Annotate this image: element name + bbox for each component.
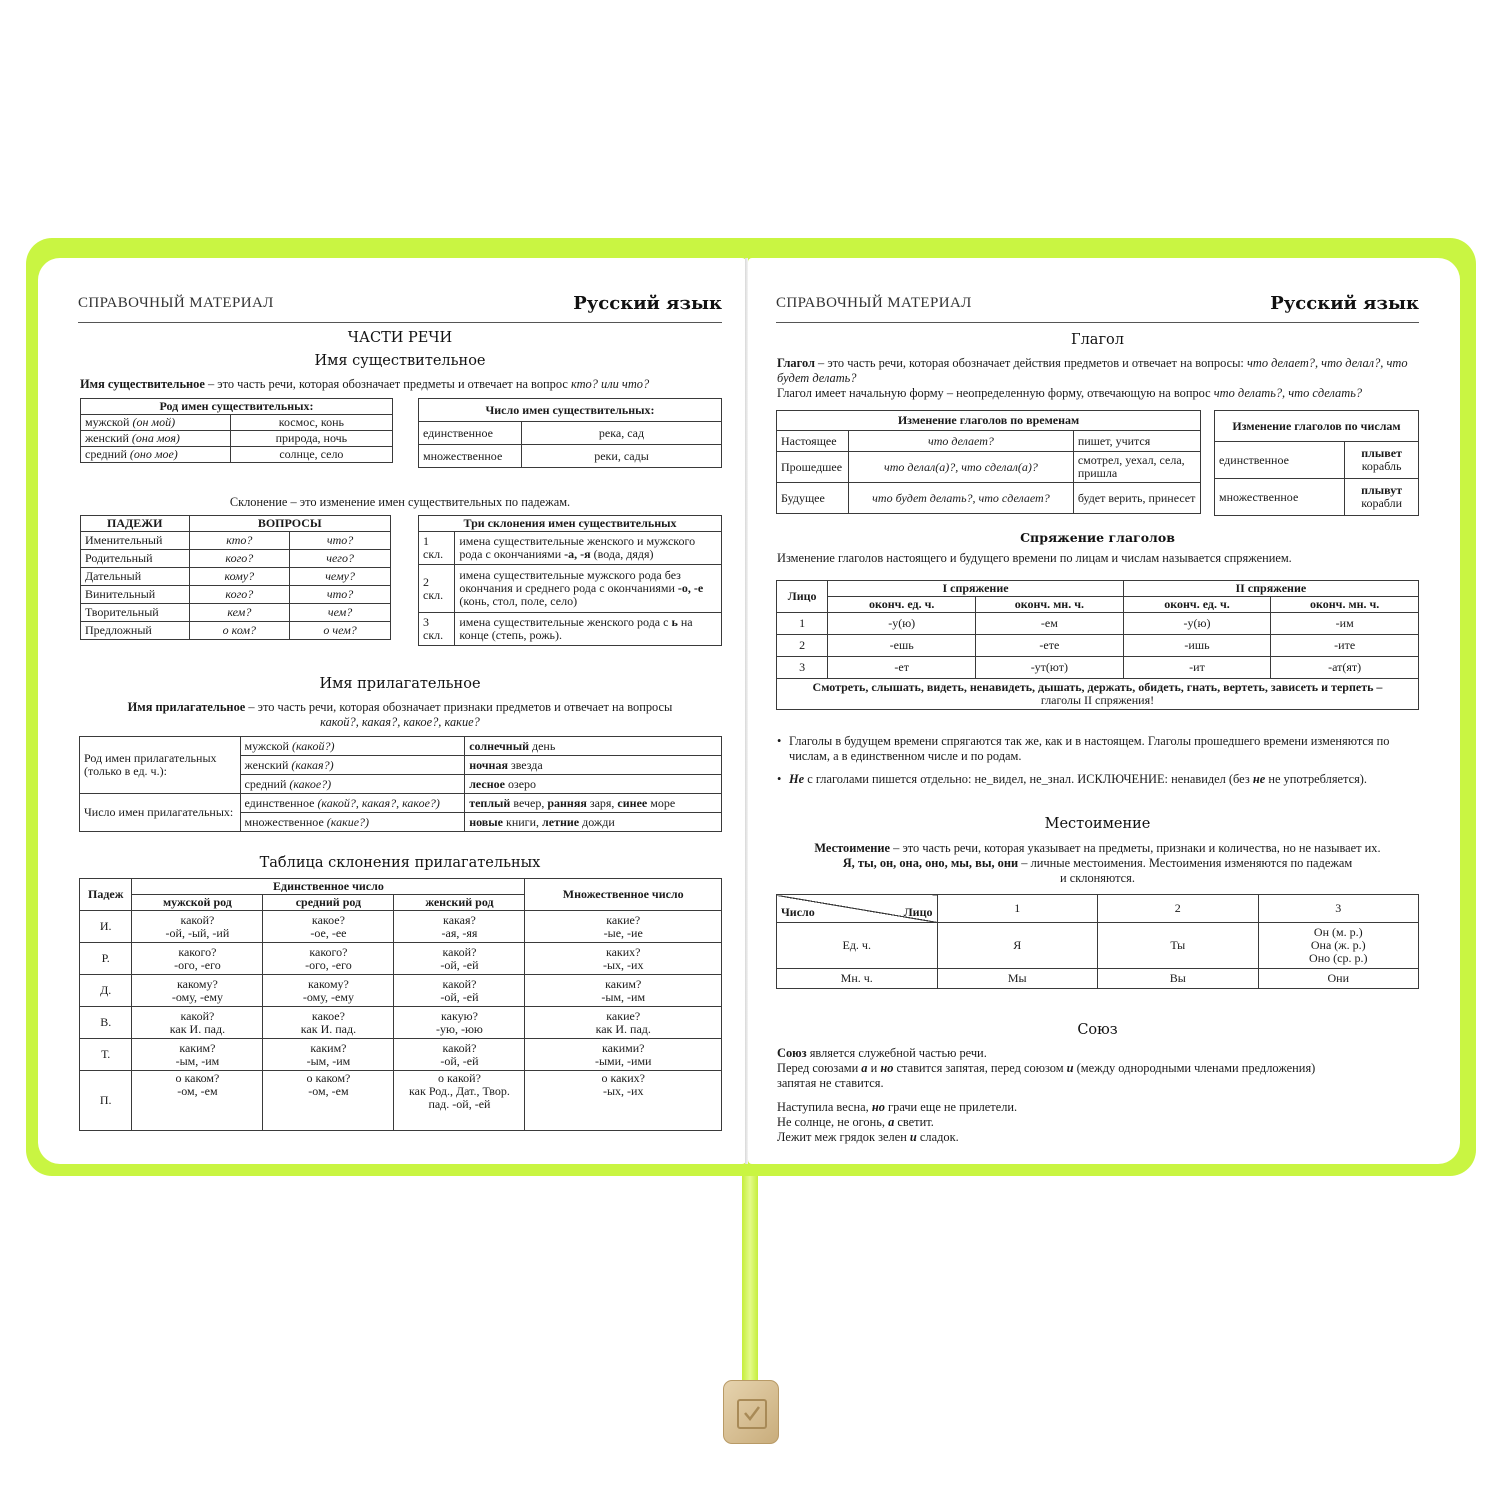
conjunction-text: Союз является служебной частью речи. Перед союзами а и но ставится запятая, перед союзом и (между однородными членами предложения) запятая не ставится. Наступила весна, но грачи еще не прилетели. Не солнце, не огонь, а светит. Лежит меж грядок зелен и сладок. xyxy=(777,1046,1316,1144)
declension-definition: Склонение – это изменение имен существительных по падежам. xyxy=(229,495,571,509)
page-spine xyxy=(745,258,748,1164)
left-header xyxy=(78,282,722,323)
conjugation-table: Лицо I спряжение II спряжение оконч. ед. ч. оконч. мн. ч. оконч. ед. ч. оконч. мн. ч. 1 -у(ю) -ем -у(ю) -им 2 -ешь -ете -ишь -ите 3 -ет -ут(ют) -ит -ат(ят) Смотреть, слышать, видеть, ненавидеть, дышать, держать, обидеть, гнать, вертеть, зависеть и терпеть – глаголы II спряжения! xyxy=(776,580,1419,710)
verb-tense-table: Изменение глаголов по временам Настоящее что делает? пишет, учится Прошедшее что делал(а)?, что сделал(а)? смотрел, уехал, села, пришла Будущее что будет делать?, что сделает? будет верить, принесет xyxy=(776,410,1201,514)
header-label: СПРАВОЧНЫЙ МАТЕРИАЛ xyxy=(78,295,274,311)
table-header: Род имен существительных: xyxy=(81,399,393,415)
verb-definition: Глагол – это часть речи, которая обозначает действия предметов и отвечает на вопросы: что делает?, что делал?, что будет делать? xyxy=(777,356,1408,385)
adjective-table: Род имен прилагательных (только в ед. ч.): мужской (какой?) солнечный день женский (какая?) ночная звезда средний (какое?) лесное озеро Число имен прилагательных: единственное (какой?, какая?, какое?) теплый вечер, ранняя заря, синее море множественное (какие?) новые книги, летние дожди xyxy=(79,736,722,832)
bookmark-tag xyxy=(723,1380,779,1444)
noun-number-table: Число имен существительных: единственное река, сад множественное реки, сады xyxy=(418,398,722,468)
three-declensions-table: Три склонения имен существительных 1 скл. имена существительные женского и мужского рода с окончаниями -а, -я (вода, дядя) 2 скл. имена существительные мужского рода без окончания и среднего рода с окончаниями -о, -е (конь, стол, поле, село) 3 скл. имена существительные женского рода с ь на конце (степь, рожь). xyxy=(418,515,722,646)
pronoun-heading: Местоимение xyxy=(1044,816,1151,832)
adjective-heading: Имя прилагательное xyxy=(319,676,481,692)
verb-note-1: • Глаголы в будущем времени спрягаются так же, как и в настоящем. Глаголы прошедшего времени изменяются по числам, а в единственном числе и по родам. xyxy=(777,734,1390,763)
pronoun-table: Число Лицо 1 2 3 Ед. ч. Я Ты Он (м. р.) Она (ж. р.) Оно (ср. р.) Мн. ч. Мы Вы Они xyxy=(776,894,1419,989)
adjective-declension-table: Падеж Единственное число Множественное число мужской род средний род женский род И. какой? -ой, -ый, -ий какое? -ое, -ее какая? -ая, -яя какие? -ые, -ие Р. какого? -ого, -его какого? -ого, -его какой? -ой, -ей каких? -ых, -их Д. какому? -ому, -ему какому? -ому, -ему какой? -ой, -ей каким? -ым, -им В. какой? как И. пад. какое? как И. пад. какую? -ую, -юю какие? как И. пад. Т. каким? -ым, -им каким? -ым, -им какой? -ой, -ей какими? -ыми, -ими П. о каком? -ом, -ем о каком? -ом, -ем о какой? как Род., Дат., Твор. пад. -ой, -ей о каких? -ых, -их xyxy=(79,878,722,1131)
parts-of-speech-heading: ЧАСТИ РЕЧИ xyxy=(347,330,453,346)
conjugation-definition: Изменение глаголов настоящего и будущего времени по лицам и числам называется спряжением. xyxy=(777,551,1292,565)
conjugation-heading: Спряжение глаголов xyxy=(1020,530,1175,545)
adjective-definition: Имя прилагательное – это часть речи, которая обозначает признаки предметов и отвечает на вопросы какой?, какая?, какое?, какие? xyxy=(127,700,673,729)
noun-heading: Имя существительное xyxy=(314,353,486,369)
diagonal-header-cell: Число Лицо xyxy=(777,895,938,923)
bookmark-ribbon xyxy=(742,1176,758,1388)
verb-note-2: • Не с глаголами пишется отдельно: не_видел, не_знал. ИСКЛЮЧЕНИЕ: ненавидел (без не не употребляется). xyxy=(777,772,1368,786)
header-title: Русский язык xyxy=(573,293,722,314)
verb-infinitive: Глагол имеет начальную форму – неопределенную форму, отвечающую на вопрос что делать?, что сделать? xyxy=(777,386,1363,400)
verb-number-table: Изменение глаголов по числам единственное плывет корабль множественное плывут корабли xyxy=(1214,410,1419,516)
right-header xyxy=(776,282,1419,323)
noun-gender-table: Род имен существительных: мужской (он мой) космос, конь женский (она моя) природа, ночь средний (оно мое) солнце, село xyxy=(80,398,393,463)
pronoun-definition: Местоимение – это часть речи, которая указывает на предметы, признаки и количества, но не называет их. Я, ты, он, она, оно, мы, вы, они – личные местоимения. Местоимения изменяются по падежам и склоняются. xyxy=(814,841,1381,885)
noun-definition: Имя существительное – это часть речи, которая обозначает предметы и отвечает на вопрос кто? или что? xyxy=(80,377,650,391)
cases-table: ПАДЕЖИ ВОПРОСЫ Именительный кто? что? Родительный кого? чего? Дательный кому? чему? Винительный кого? что? Творительный кем? чем? Предложный о ком? о чем? xyxy=(80,515,391,640)
table-header: Число имен существительных: xyxy=(419,399,722,422)
conjunction-heading: Союз xyxy=(1077,1022,1118,1038)
adjective-declension-heading: Таблица склонения прилагательных xyxy=(259,855,541,871)
header-title: Русский язык xyxy=(1270,293,1419,314)
verb-heading: Глагол xyxy=(1071,332,1124,348)
checkmark-icon xyxy=(737,1399,767,1429)
header-label: СПРАВОЧНЫЙ МАТЕРИАЛ xyxy=(776,295,972,311)
